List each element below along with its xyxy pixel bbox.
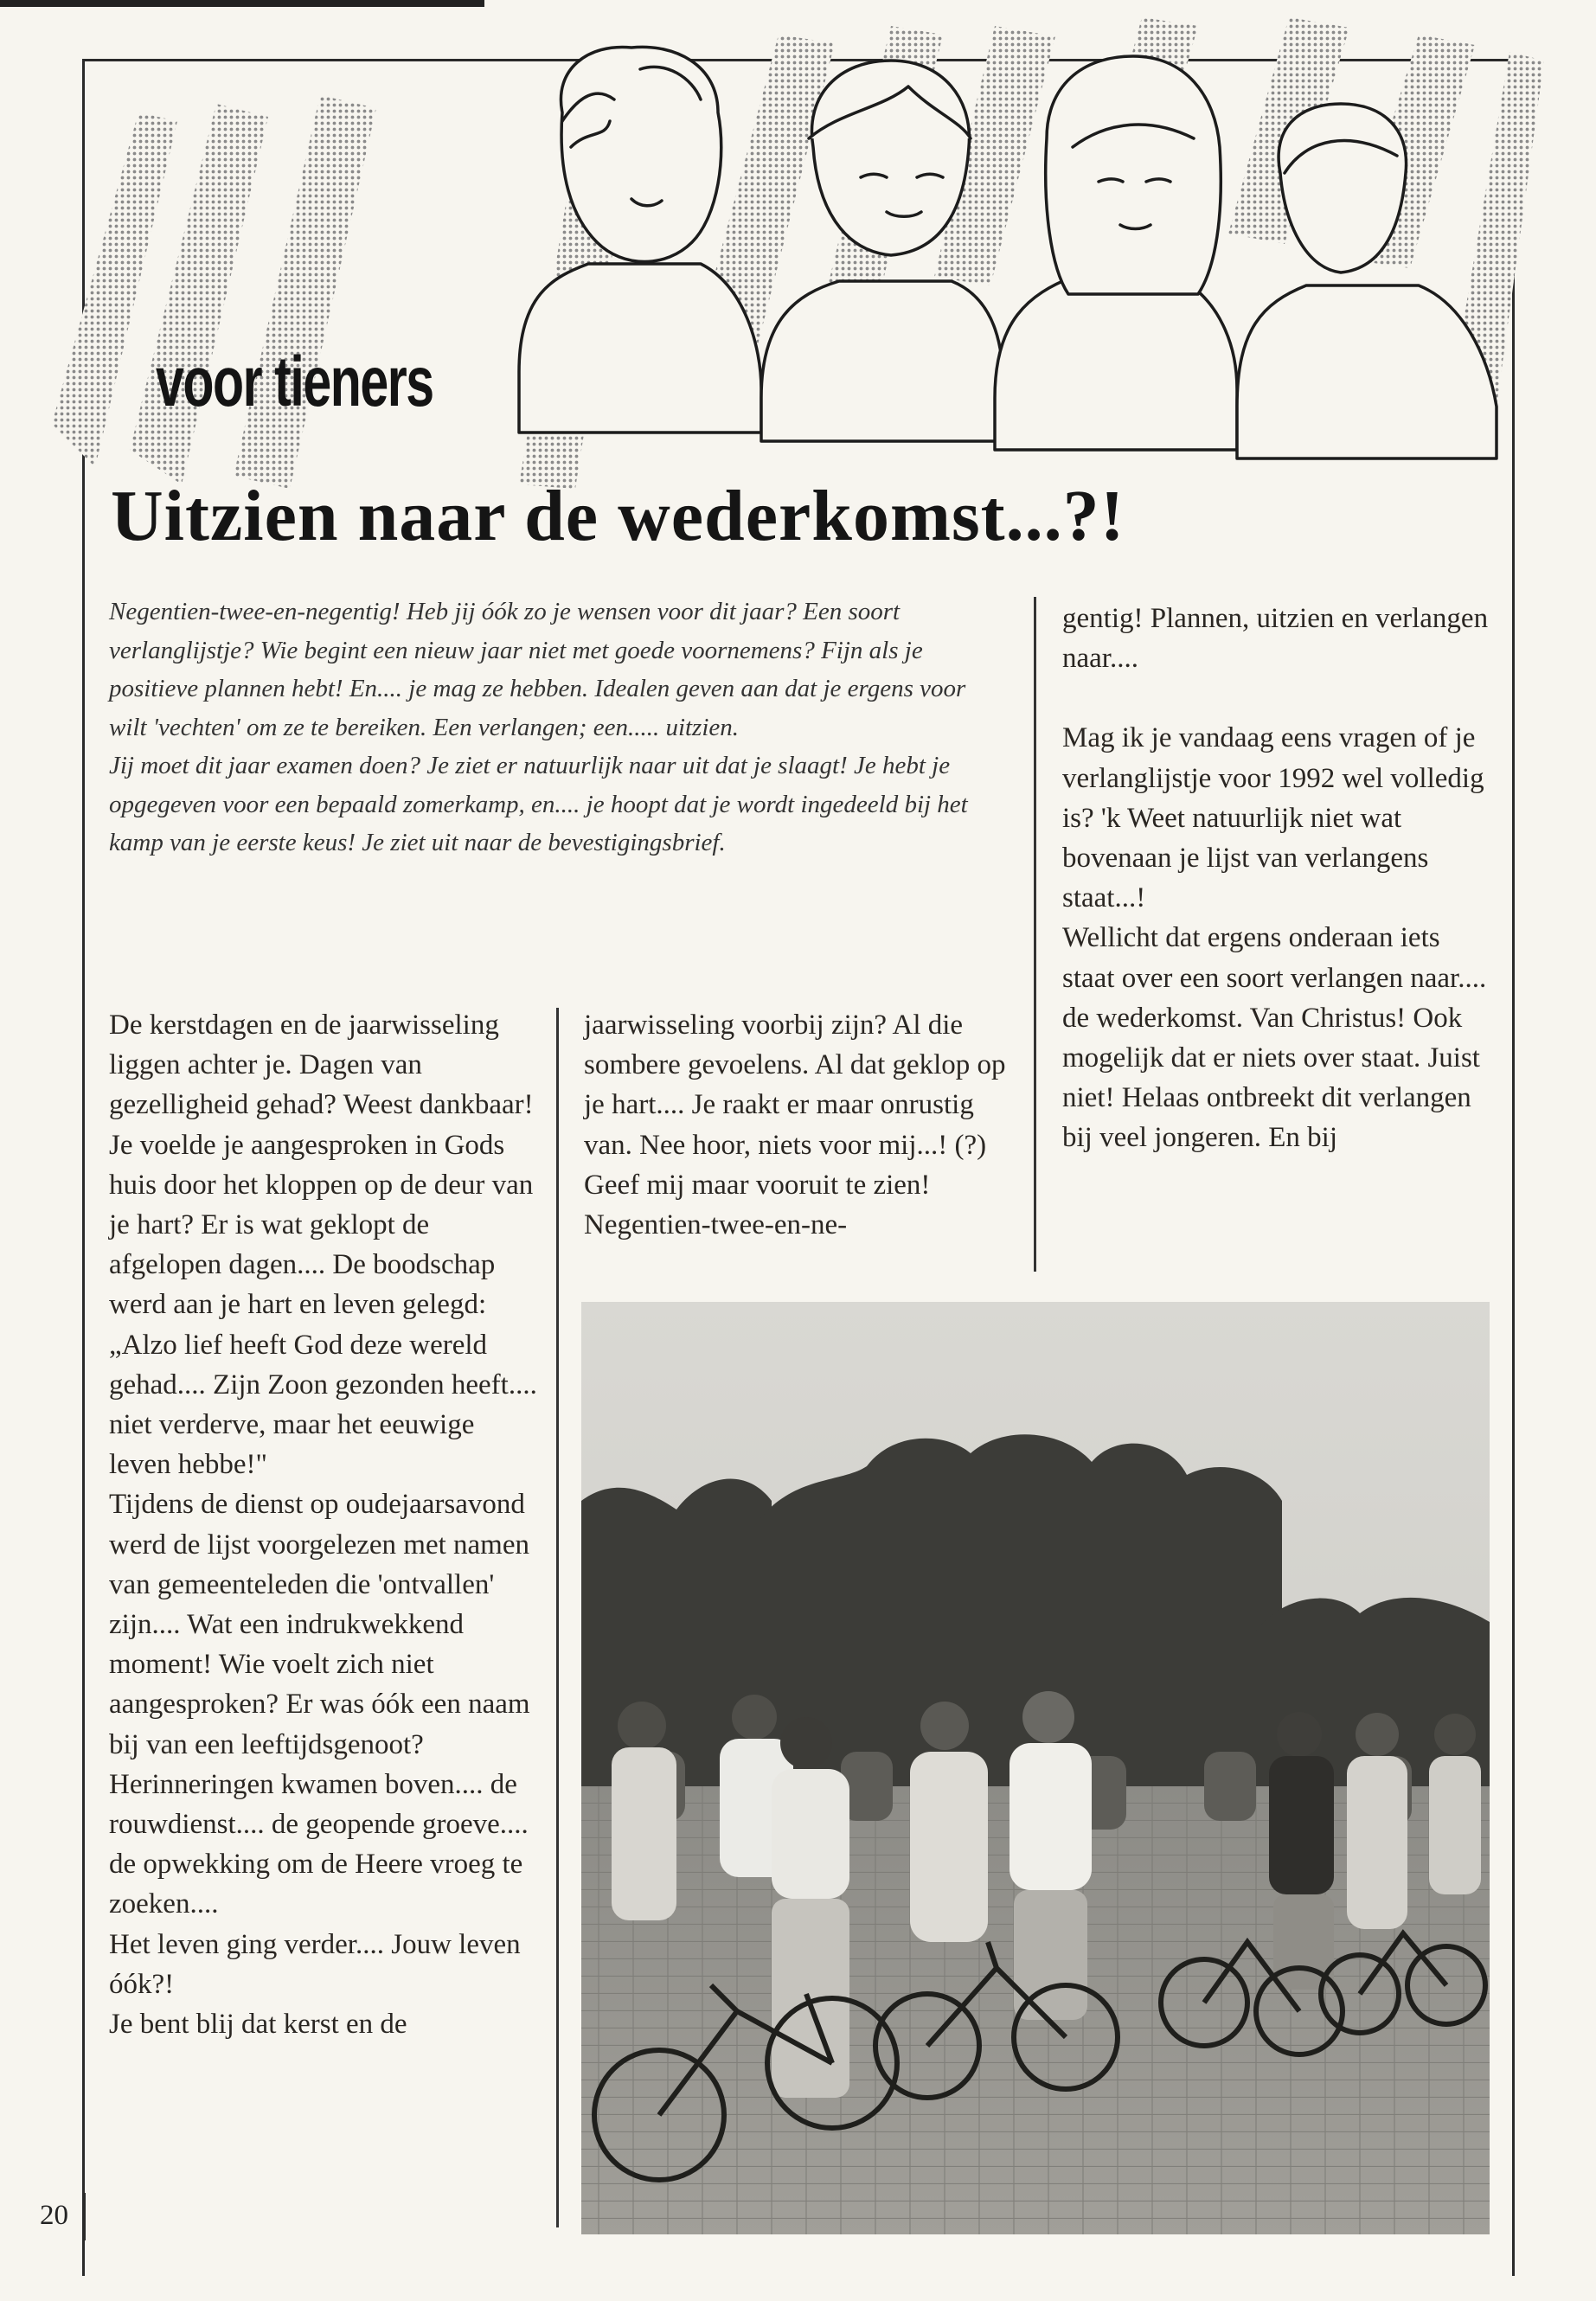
column-3 [1062,599,1495,1158]
paragraph: Wellicht dat ergens onderaan iets staat over een soort verlangen naar.... de wederkomst. Van Christus! Ook mogelijk dat er niets over staat. Juist niet! Helaas ontbreekt dit verlangen bij veel jongeren. En bij [1062,922,1487,1154]
paragraph: gentig! Plannen, uitzien en verlangen naar.... [1062,603,1489,675]
paragraph: Geef mij maar vooruit te zien! Negentien-twee-en-ne- [584,1169,931,1241]
column-divider [556,1008,559,2227]
header-illustration [35,17,1548,502]
headline: Uitzien naar de wederkomst...?! [111,476,1125,556]
page-number: 20 [40,2200,68,2231]
intro-paragraph: Jij moet dit jaar examen doen? Je ziet er natuurlijk naar uit dat je slaagt! Je hebt je opgegeven voor een bepaald zomerkamp, en.... je hoopt dat je wordt ingedeeld bij het kamp van je eerste keus! Je ziet uit naar de bevestigingsbrief. [109,752,968,856]
page-number-rule [83,2193,86,2240]
paragraph: Tijdens de dienst op oudejaarsavond werd de lijst voorgelezen met namen van gemeenteleden die 'ontvallen' zijn.... Wat een indrukwekkend moment! Wie voelt zich niet aangesproken? Er was óók een naam bij van een leeftijdsgenoot? Herinneringen kwamen boven.... de rouwdienst.... de geopende groeve.... de opwekking om de Heere vroeg te zoeken.... [109,1489,530,1920]
column-1 [109,1005,542,2044]
column-divider [1034,597,1036,1272]
top-edge-mark [0,0,484,7]
paragraph: Je voelde je aangesproken in Gods huis door het kloppen op de deur van je hart? Er is wat geklopt de afgelopen dagen.... De boodschap werd aan je hart en leven gelegd: „Alzo lief heeft God deze wereld gehad.... Zijn Zoon gezonden heeft.... niet verderve, maar het eeuwige leven hebbe!" [109,1129,537,1481]
paragraph: Mag ik je vandaag eens vragen of je verlanglijstje voor 1992 wel volledig is? 'k Weet natuurlijk niet wat bovenaan je lijst van verlangens staat...! [1062,722,1484,914]
intro-paragraphs [109,593,1009,862]
column-2 [584,1005,1016,1245]
intro-paragraph: Negentien-twee-en-negentig! Heb jij óók zo je wensen voor dit jaar? Een soort verlanglijstje? Wie begint een nieuw jaar niet met goede voornemens? Fijn als je positieve plannen hebt! En.... je mag ze hebben. Idealen geven aan dat je ergens voor wilt 'vechten' om ze te bereiken. Een verlangen; een..... uitzien. [109,598,966,741]
photo-cyclists [581,1302,1490,2234]
paragraph: Je bent blij dat kerst en de [109,2009,407,2041]
section-label: voor tieners [156,343,433,421]
paragraph: jaarwisseling voorbij zijn? Al die sombere gevoelens. Al dat geklop op je hart.... Je raakt er maar onrustig van. Nee hoor, niets voor mij...! (?) [584,1009,1006,1161]
paragraph: Het leven ging verder.... Jouw leven óók?! [109,1928,521,2000]
paragraph: De kerstdagen en de jaarwisseling liggen achter je. Dagen van gezelligheid gehad? Weest dankbaar! [109,1009,534,1121]
